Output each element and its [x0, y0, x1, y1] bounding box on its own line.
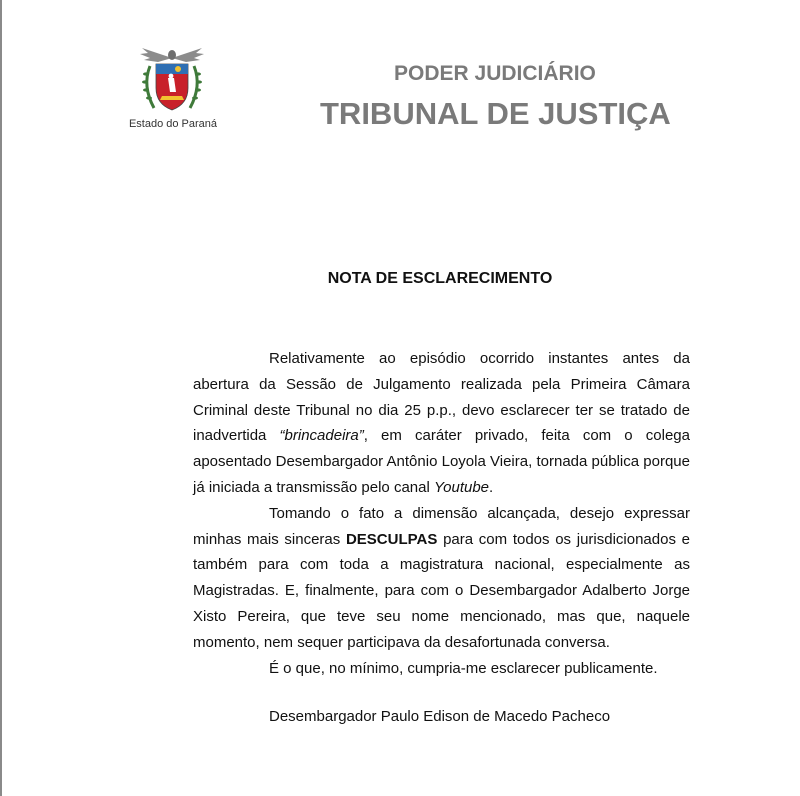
- page-edge: [0, 0, 2, 796]
- paragraph-1-text-c: .: [489, 478, 494, 496]
- org-name-line2: TRIBUNAL DE JUSTIÇA: [320, 96, 671, 131]
- signature: Desembargador Paulo Edison de Macedo Pacheco: [269, 708, 611, 725]
- state-name: Estado do Paraná: [128, 118, 218, 130]
- paragraph-2-text-b: para com todos os jurisdicionados e também para com toda a magistratura nacional, especialmente as Magistradas. E, finalmente, para com o Desembargador Adalberto Jorge Xisto Pereira, que teve seu nome mencionado, mas que, naquele momento, nem sequer participava da desafortunada conversa.: [193, 530, 690, 651]
- paragraph-2: [193, 501, 690, 656]
- parana-coat-of-arms-icon: [134, 44, 210, 116]
- document-title: NOTA DE ESCLARECIMENTO: [327, 270, 553, 287]
- document-body: [193, 346, 690, 681]
- paragraph-1-text-a: Relativamente ao episódio ocorrido instantes antes da abertura da Sessão de Julgamento realizada pela Primeira Câmara Criminal deste Tribunal no dia 25 p.p., devo esclarecer ter se tratado de inadvertida: [193, 350, 690, 445]
- paragraph-2-strong: DESCULPAS: [345, 530, 438, 548]
- paragraph-1-emphasis-a: “brincadeira”: [279, 427, 364, 445]
- paragraph-3: É o que, no mínimo, cumpria-me esclarecer publicamente.: [269, 659, 658, 677]
- paragraph-2-text-a: Tomando o fato a dimensão alcançada, desejo expressar minhas mais sinceras: [193, 504, 690, 548]
- paragraph-1-emphasis-b: Youtube: [433, 478, 490, 496]
- paragraph-1-text-b: , em caráter privado, feita com o colega aposentado Desembargador Antônio Loyola Vieira, tornada pública porque já iniciada a transmissão pelo canal: [193, 427, 690, 496]
- paragraph-1: [193, 346, 690, 501]
- org-name-line1: PODER JUDICIÁRIO: [394, 62, 596, 85]
